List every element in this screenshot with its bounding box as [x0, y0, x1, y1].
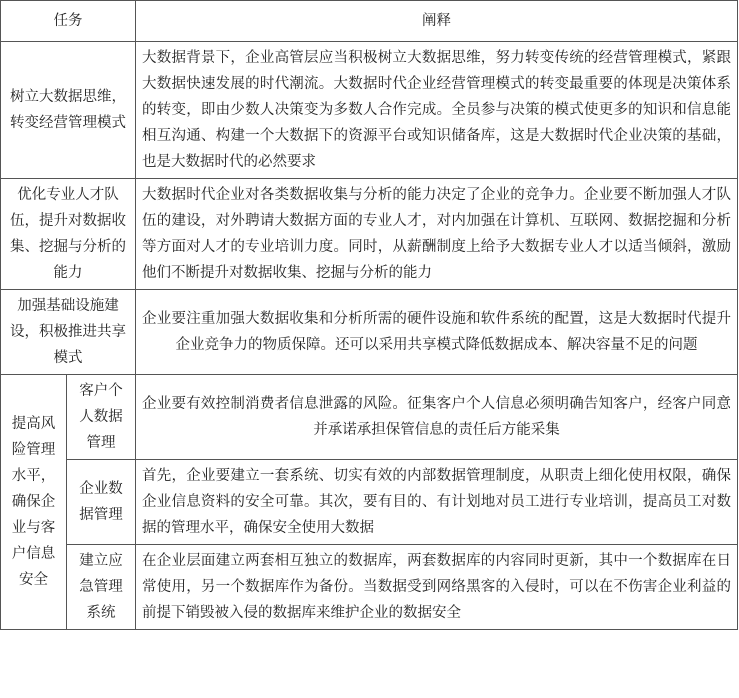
subtask-cell: 企业数据管理 [67, 460, 136, 545]
desc-cell: 大数据背景下，企业高管层应当积极树立大数据思维，努力转变传统的经营管理模式，紧跟大数据快速发展的时代潮流。大数据时代企业经营管理模式的转变最重要的体现是决策体系的转变，即由少数人决策变为多数人合作完成。全员参与决策的模式使更多的知识和信息能相互沟通、构建一个大数据下的资源平台或知识储备库，这是大数据时代企业决策的基础，也是大数据时代的必然要求 [136, 42, 738, 179]
task-cell: 树立大数据思维，转变经营管理模式 [1, 42, 136, 179]
desc-cell: 企业要有效控制消费者信息泄露的风险。征集客户个人信息必须明确告知客户，经客户同意并承诺承担保管信息的责任后方能采集 [136, 375, 738, 460]
table-row [1, 375, 738, 460]
table-row [1, 179, 738, 290]
header-task: 任务 [1, 1, 136, 42]
header-row [1, 1, 738, 42]
subtask-cell: 建立应急管理系统 [67, 545, 136, 630]
desc-cell: 大数据时代企业对各类数据收集与分析的能力决定了企业的竞争力。企业要不断加强人才队伍的建设，对外聘请大数据方面的专业人才，对内加强在计算机、互联网、数据挖掘和分析等方面对人才的专业培训力度。同时，从薪酬制度上给予大数据专业人才以适当倾斜，激励他们不断提升对数据收集、挖掘与分析的能力 [136, 179, 738, 290]
desc-cell: 企业要注重加强大数据收集和分析所需的硬件设施和软件系统的配置，这是大数据时代提升企业竞争力的物质保障。还可以采用共享模式降低数据成本、解决容量不足的问题 [136, 290, 738, 375]
subtask-cell: 客户个人数据管理 [67, 375, 136, 460]
risk-task-cell: 提高风险管理水平，确保企业与客户信息安全 [1, 375, 67, 630]
table-row [1, 460, 738, 545]
task-cell: 优化专业人才队伍，提升对数据收集、挖掘与分析的能力 [1, 179, 136, 290]
desc-cell: 在企业层面建立两套相互独立的数据库，两套数据库的内容同时更新，其中一个数据库在日常使用，另一个数据库作为备份。当数据受到网络黑客的入侵时，可以在不伤害企业利益的前提下销毁被入侵的数据库来维护企业的数据安全 [136, 545, 738, 630]
table-row [1, 545, 738, 630]
desc-cell: 首先，企业要建立一套系统、切实有效的内部数据管理制度，从职责上细化使用权限，确保企业信息资料的安全可靠。其次，要有目的、有计划地对员工进行专业培训，提高员工对数据的管理水平，确保安全使用大数据 [136, 460, 738, 545]
table-row [1, 42, 738, 179]
header-desc: 阐释 [136, 1, 738, 42]
table-row [1, 290, 738, 375]
task-cell: 加强基础设施建设，积极推进共享模式 [1, 290, 136, 375]
